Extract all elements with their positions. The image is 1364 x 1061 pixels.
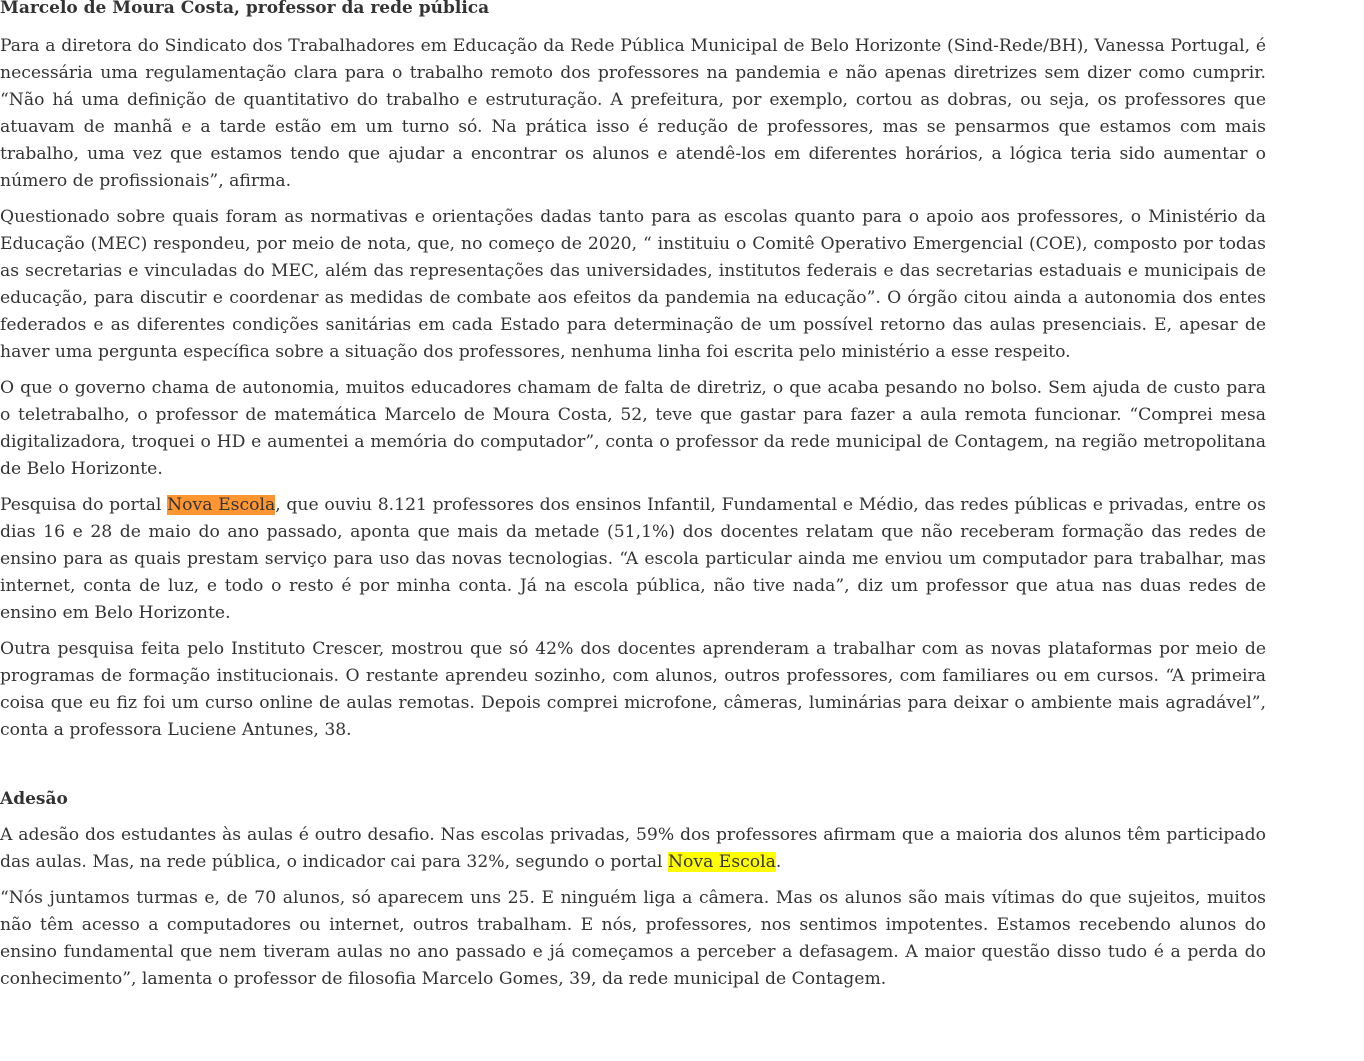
article-paragraph: Outra pesquisa feita pelo Instituto Crescer, mostrou que só 42% dos docentes aprenderam a trabalhar com as novas plataformas por meio de programas de formação institucionais. O restante aprendeu sozinho, com alunos, outros professores, com familiares ou em cursos. “A primeira coisa que eu fiz foi um curso online de aulas remotas. Depois comprei microfone, câmeras, luminárias para deixar o ambiente mais agradável”, conta a professora Luciene Antunes, 38.: [0, 639, 1266, 740]
photo-caption: Marcelo de Moura Costa, professor da rede pública: [0, 0, 490, 18]
article-paragraph: “Nós juntamos turmas e, de 70 alunos, só aparecem uns 25. E ninguém liga a câmera. Mas os alunos são mais vítimas do que sujeitos, muitos não têm acesso a computadores ou internet, outros trabalham. E nós, professores, nos sentimos impotentes. Estamos recebendo alunos do ensino fundamental que nem tiveram aulas no ano passado e já começamos a perceber a defasagem. A maior questão disso tudo é a perda do conhecimento”, lamenta o professor de filosofia Marcelo Gomes, 39, da rede municipal de Contagem.: [0, 888, 1266, 989]
article-paragraph: O que o governo chama de autonomia, muitos educadores chamam de falta de diretriz, o que acaba pesando no bolso. Sem ajuda de custo para o teletrabalho, o professor de matemática Marcelo de Moura Costa, 52, teve que gastar para fazer a aula remota funcionar. “Comprei mesa digitalizadora, troquei o HD e aumentei a memória do computador”, conta o professor da rede municipal de Contagem, na região metropolitana de Belo Horizonte.: [0, 378, 1266, 479]
paragraph-text: Pesquisa do portal: [0, 495, 168, 515]
paragraph-text: , que ouviu 8.121 professores dos ensinos Infantil, Fundamental e Médio, das redes públicas e privadas, entre os dias 16 e 28 de maio do ano passado, aponta que mais da metade (51,1%) dos docentes relatam que não receberam formação das redes de ensino para as quais prestam serviço para uso das novas tecnologias. “A escola particular ainda me enviou um computador para trabalhar, mas internet, conta de luz, e todo o resto é por minha conta. Já na escola pública, não tive nada”, diz um professor que atua nas duas redes de ensino em Belo Horizonte.: [0, 495, 1266, 623]
paragraph-text: .: [775, 852, 782, 872]
section-heading: Adesão: [0, 789, 68, 809]
article-paragraph: [0, 822, 1266, 876]
article-paragraph: [0, 492, 1266, 627]
paragraph-text: A adesão dos estudantes às aulas é outro desafio. Nas escolas privadas, 59% dos professores afirmam que a maioria dos alunos têm participado das aulas. Mas, na rede pública, o indicador cai para 32%, segundo o portal: [0, 825, 1266, 872]
article-paragraph: Para a diretora do Sindicato dos Trabalhadores em Educação da Rede Pública Municipal de Belo Horizonte (Sind-Rede/BH), Vanessa Portugal, é necessária uma regulamentação clara para o trabalho remoto dos professores na pandemia e não apenas diretrizes sem dizer como cumprir. “Não há uma definição de quantitativo do trabalho e estruturação. A prefeitura, por exemplo, cortou as dobras, ou seja, os professores que atuavam de manhã e a tarde estão em um turno só. Na prática isso é redução de professores, mas se pensarmos que estamos com mais trabalho, uma vez que estamos tendo que ajudar a encontrar os alunos e atendê-los em diferentes horários, a lógica teria sido aumentar o número de profissionais”, afirma.: [0, 36, 1266, 191]
search-highlight-match: Nova Escola: [667, 852, 776, 872]
article-paragraph: Questionado sobre quais foram as normativas e orientações dadas tanto para as escolas quanto para o apoio aos professores, o Ministério da Educação (MEC) respondeu, por meio de nota, que, no começo de 2020, “ instituiu o Comitê Operativo Emergencial (COE), composto por todas as secretarias e vinculadas do MEC, além das representações das universidades, institutos federais e das secretarias estaduais e municipais de educação, para discutir e coordenar as medidas de combate aos efeitos da pandemia na educação”. O órgão citou ainda a autonomia dos entes federados e as diferentes condições sanitárias em cada Estado para determinação de um possível retorno das aulas presenciais. E, apesar de haver uma pergunta específica sobre a situação dos professores, nenhuma linha foi escrita pelo ministério a esse respeito.: [0, 207, 1266, 362]
search-highlight-current: Nova Escola: [167, 495, 276, 515]
